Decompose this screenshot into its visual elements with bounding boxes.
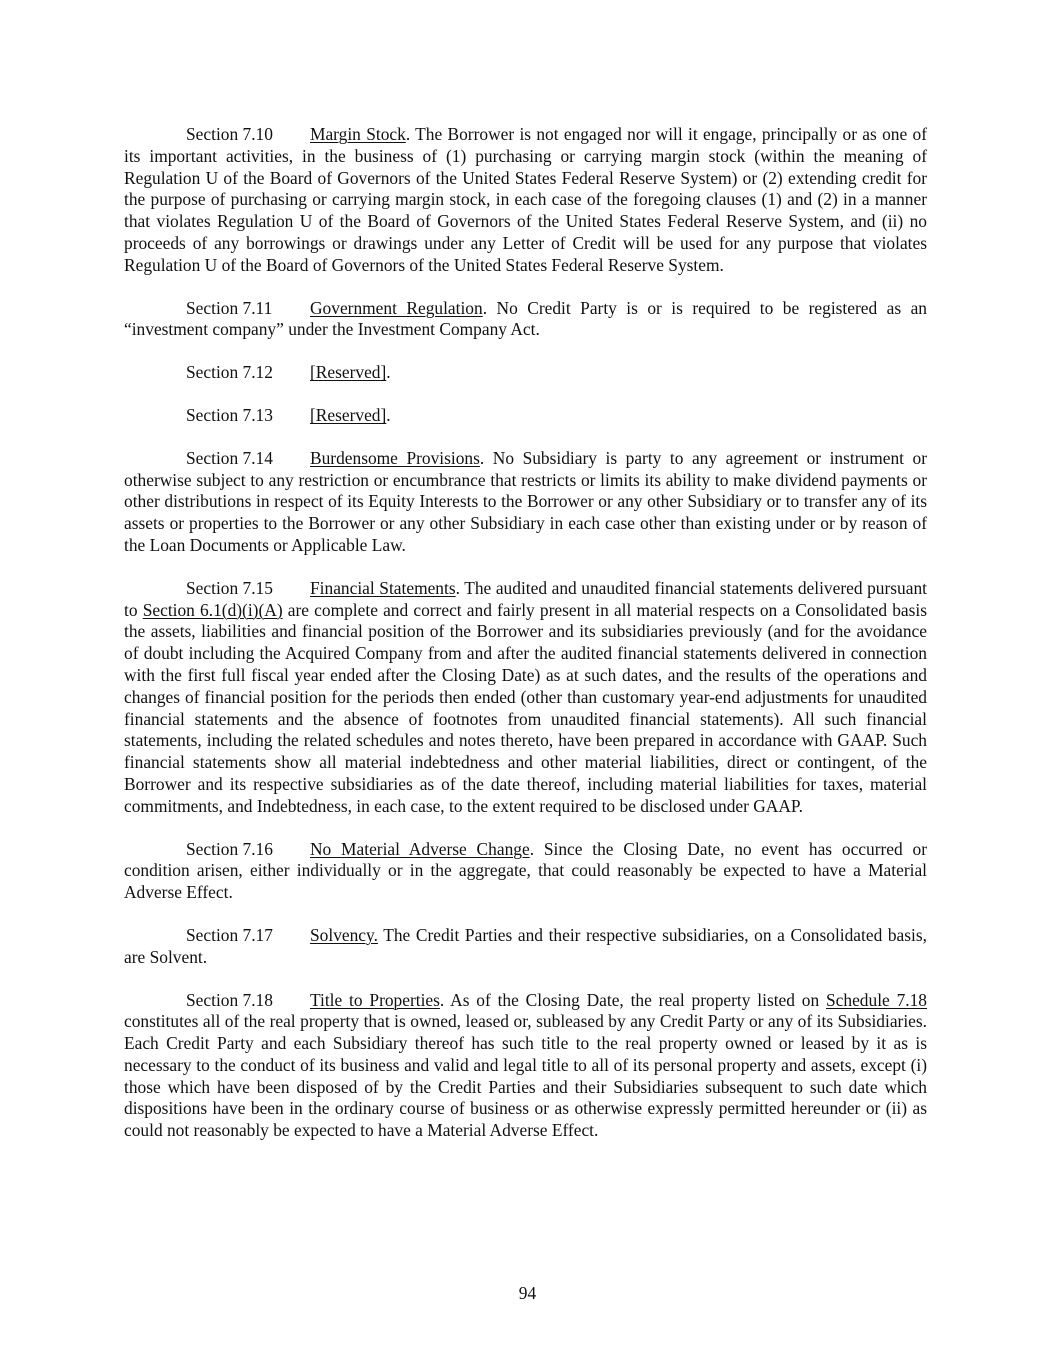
cross-reference: Schedule 7.18: [826, 989, 928, 1010]
section-text: . No Subsidiary is party to any agreement or instrument or otherwise subject to any restriction or encumbrance that restricts or limits its ability to make dividend payments or other distributions in respect of its Equity Interests to the Borrower or any other Subsidiary or to transfer any of its assets or properties to the Borrower or any other Subsidiary in each case other than existing under or by reason of the Loan Documents or Applicable Law.: [124, 447, 927, 555]
document-body: [124, 124, 927, 1163]
section-7-10: [124, 124, 927, 277]
section-text-continued: constitutes all of the real property that is owned, leased or, subleased by any Credit Party or any of its Subsidiaries. Each Credit Party and each Subsidiary thereof has such title to the real property owned or leased by it as is necessary to the conduct of its business and valid and legal title to all of its personal property and assets, except (i) those which have been disposed of by the Credit Parties and their Subsidiaries subsequent to such date which dispositions have been in the ordinary course of business or as otherwise expressly permitted hereunder or (ii) as could not reasonably be expected to have a Material Adverse Effect.: [124, 1011, 927, 1141]
section-title: Burdensome Provisions: [310, 447, 480, 468]
section-title: [Reserved]: [310, 362, 387, 383]
section-number: Section 7.17: [186, 924, 273, 945]
section-7-15: [124, 578, 927, 818]
section-number: Section 7.14: [186, 447, 273, 468]
section-title: Title to Properties: [310, 989, 440, 1010]
section-text: .: [386, 404, 391, 425]
section-number: Section 7.16: [186, 838, 273, 859]
cross-reference: Section 6.1(d)(i)(A): [142, 599, 283, 620]
section-title: Financial Statements: [310, 577, 456, 598]
section-title: [Reserved]: [310, 404, 387, 425]
section-text: .: [386, 362, 391, 383]
section-text: . The Borrower is not engaged nor will it engage, principally or as one of its important activities, in the business of (1) purchasing or carrying margin stock (within the meaning of Regulation U of the Board of Governors of the United States Federal Reserve System) or (2) extending credit for the purpose of purchasing or carrying margin stock, in each case of the foregoing clauses (1) and (2) in a manner that violates Regulation U of the Board of Governors of the United States Federal Reserve System, and (ii) no proceeds of any borrowings or drawings under any Letter of Credit will be used for any purpose that violates Regulation U of the Board of Governors of the United States Federal Reserve System.: [124, 124, 928, 275]
section-number: Section 7.13: [186, 404, 273, 425]
section-text-continued: are complete and correct and fairly present in all material respects on a Consolidated basis the assets, liabilities and financial position of the Borrower and its subsidiaries previously (and for the avoidance of doubt including the Acquired Company from and after the audited financial statements delivered in connection with the first full fiscal year ended after the Closing Date) as at such dates, and the results of the operations and changes of financial position for the periods then ended (other than customary year-end adjustments for unaudited financial statements and the absence of footnotes from unaudited financial statements). All such financial statements, including the related schedules and notes thereto, have been prepared in accordance with GAAP. Such financial statements show all material indebtedness and other material liabilities, direct or contingent, of the Borrower and its respective subsidiaries as of the date thereof, including material liabilities for taxes, material commitments, and Indebtedness, in each case, to the extent required to be disclosed under GAAP.: [124, 599, 927, 816]
section-7-17: [124, 925, 927, 969]
section-number: Section 7.15: [186, 577, 273, 598]
section-7-14: [124, 448, 927, 557]
section-title: Government Regulation: [310, 297, 483, 318]
section-number: Section 7.18: [186, 989, 273, 1010]
section-7-11: [124, 298, 927, 342]
section-7-18: [124, 990, 927, 1143]
section-7-12: [124, 362, 927, 384]
section-number: Section 7.11: [186, 297, 273, 318]
section-text: . No Credit Party is or is required to be registered as an “investment company” under the Investment Company Act.: [124, 297, 927, 340]
section-text: . The audited and unaudited financial statements delivered pursuant to: [124, 577, 927, 620]
section-title: No Material Adverse Change: [310, 838, 530, 859]
page-number: 94: [518, 1283, 537, 1303]
section-title: Solvency.: [310, 924, 378, 945]
section-7-13: [124, 405, 927, 427]
section-title: Margin Stock: [310, 124, 406, 144]
section-text: . As of the Closing Date, the real property listed on: [439, 989, 826, 1010]
section-text: . Since the Closing Date, no event has occurred or condition arisen, either individually or in the aggregate, that could reasonably be expected to have a Material Adverse Effect.: [124, 838, 927, 903]
section-text: The Credit Parties and their respective subsidiaries, on a Consolidated basis, are Solvent.: [124, 924, 927, 967]
section-7-16: [124, 839, 927, 904]
section-number: Section 7.12: [186, 362, 273, 383]
section-number: Section 7.10: [186, 124, 273, 144]
